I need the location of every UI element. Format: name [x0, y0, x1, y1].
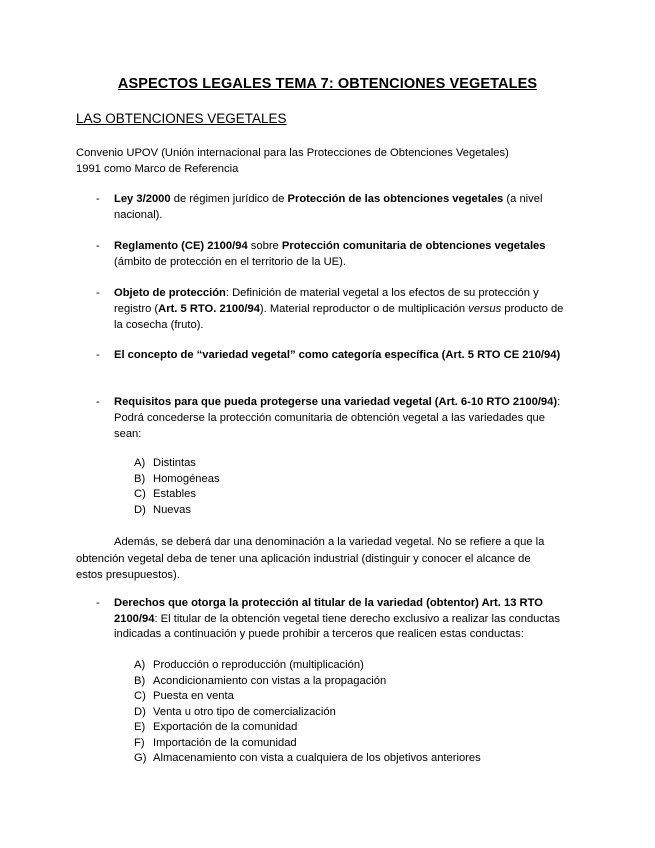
list-item: C) Estables: [134, 488, 196, 500]
rights-heading: Derechos que otorga la protección al titular de la variedad (obtentor) Art. 13 RTO 2100/94: [114, 597, 543, 625]
denomination-paragraph: Además, se deberá dar una denominación a la variedad vegetal. No se refiere a que la obtención vegetal deba de tener una aplicación industrial (distinguir y conocer el alcance de estos presupuestos).: [76, 536, 545, 581]
regulation-subject: Protección comunitaria de obtenciones vegetales: [281, 240, 546, 252]
bullet-dash: -: [96, 193, 100, 205]
law-subject: Protección de las obtenciones vegetales: [287, 193, 504, 205]
list-item-concepto: [96, 347, 566, 363]
law-reference: Ley 3/2000: [114, 193, 171, 205]
object-heading: Objeto de protección: [114, 287, 226, 299]
list-item: E) Exportación de la comunidad: [134, 721, 298, 733]
list-item-objeto: - Objeto de protección: Definición de material vegetal a los efectos de su protección y registro (Art. 5 RTO. 2100/94). Material reproductor o de multiplicación versus producto de la cosecha (fruto).: [96, 287, 564, 331]
intro-line-1: Convenio UPOV (Unión internacional para las Protecciones de Obtenciones Vegetales): [76, 147, 509, 159]
section-heading: LAS OBTENCIONES VEGETALES: [76, 111, 287, 126]
requirements-heading: Requisitos para que pueda protegerse una variedad vegetal (Art. 6-10 RTO 2100/94): [114, 396, 558, 408]
list-item-reglamento: - Reglamento (CE) 2100/94 sobre Protección comunitaria de obtenciones vegetales (ámbito de protección en el territorio de la UE).: [96, 240, 546, 268]
list-item: A) Producción o reproducción (multiplicación): [134, 659, 364, 671]
list-item-requisitos: - Requisitos para que pueda protegerse una variedad vegetal (Art. 6-10 RTO 2100/94): Podrá concederse la protección comunitaria de obtención vegetal a las variedades que sean:: [96, 396, 561, 440]
regulation-reference: Reglamento (CE) 2100/94: [114, 240, 248, 252]
intro-line-2: 1991 como Marco de Referencia: [76, 162, 239, 175]
list-item: F) Importación de la comunidad: [134, 736, 297, 749]
concept-heading: El concepto de “variedad vegetal” como categoría específica (Art. 5 RTO CE 210/94): [114, 349, 561, 361]
article-reference: Art. 5 RTO. 2100/94: [158, 303, 260, 315]
list-item: C) Puesta en venta: [134, 690, 234, 702]
list-item-derechos: - Derechos que otorga la protección al titular de la variedad (obtentor) Art. 13 RTO 2100/94: El titular de la obtención vegetal tiene derecho exclusivo a realizar las conductas indicadas a continuación y puede prohibir a terceros que realicen estas conductas:: [96, 597, 560, 640]
intro-paragraph: [76, 146, 566, 177]
list-item: B) Homogéneas: [134, 472, 220, 485]
rights-list: [134, 658, 481, 767]
bullet-dash: -: [96, 396, 100, 408]
bullet-dash: -: [96, 240, 100, 252]
list-item: D) Nuevas: [134, 503, 191, 516]
list-item: G) Almacenamiento con vista a cualquiera de los objetivos anteriores: [134, 752, 481, 764]
bullet-dash: -: [96, 349, 100, 361]
list-item: A) Distintas: [134, 457, 196, 469]
requirements-list: [134, 456, 220, 518]
bullet-dash: -: [96, 597, 100, 609]
list-item: D) Venta u otro tipo de comercialización: [134, 705, 336, 718]
list-item: B) Acondicionamiento con vistas a la propagación: [134, 674, 387, 687]
bullet-dash: -: [96, 287, 100, 299]
list-item-ley: - Ley 3/2000 de régimen jurídico de Protección de las obtenciones vegetales (a nivel nacional).: [96, 193, 543, 221]
document-title: ASPECTOS LEGALES TEMA 7: OBTENCIONES VEGETALES: [117, 76, 538, 92]
